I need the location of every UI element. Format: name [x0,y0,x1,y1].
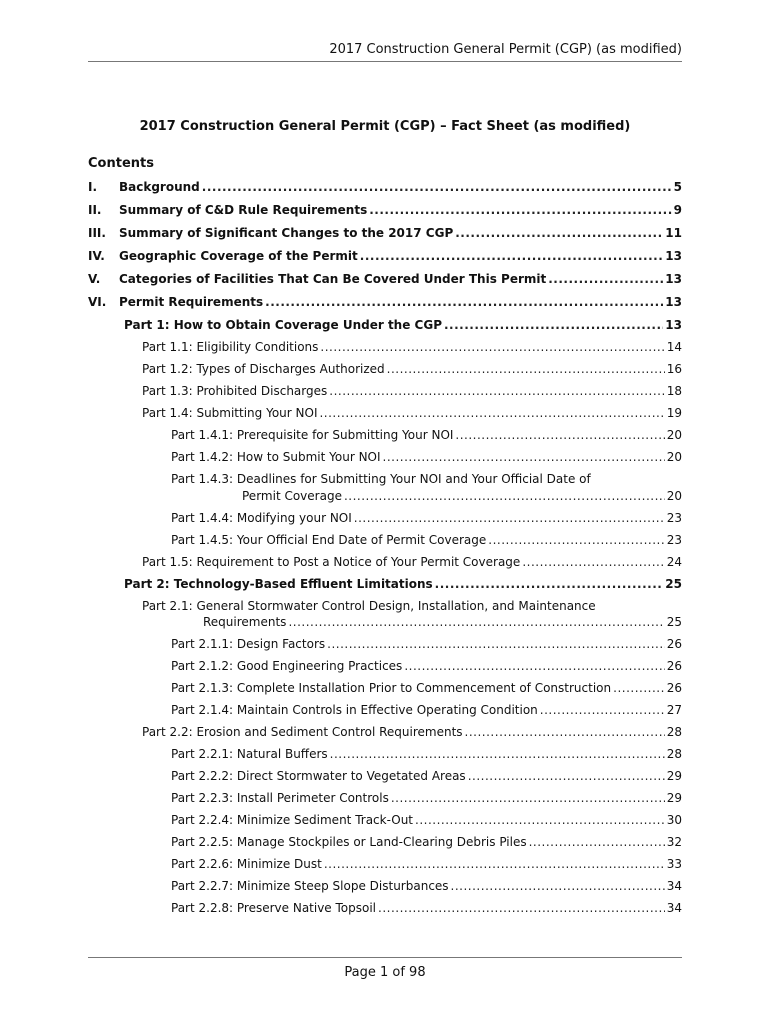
toc-label: Permit Requirements [119,295,264,309]
toc-entry-background[interactable] [88,179,682,195]
toc-leader [369,202,671,218]
page-indicator: Page 1 of 98 [344,965,426,980]
toc-entry-part-2-2-4[interactable] [171,812,682,828]
toc-label: Categories of Facilities That Can Be Covered Under This Permit [119,272,547,286]
toc-label: Part 2.1.3: Complete Installation Prior to Commencement of Construction [171,681,612,695]
toc-label: Summary of Significant Changes to the 2017 CGP [119,226,454,240]
toc-entry-part-1-4[interactable] [142,405,682,421]
toc-entry-part-1-5[interactable] [142,554,682,570]
toc-label: Part 2: Technology-Based Effluent Limitations [124,577,433,591]
toc-leader [465,724,665,740]
toc-page: 28 [666,747,682,761]
toc-entry-part-2-1-4[interactable] [171,702,682,718]
toc-entry-part-2-1-continued[interactable] [203,614,682,630]
toc-leader [415,812,665,828]
toc-entry-part-2-2-5[interactable] [171,834,682,850]
toc-leader [354,510,665,526]
toc-number: V. [88,272,101,286]
toc-number: VI. [88,295,107,309]
toc-leader [548,271,663,287]
toc-label: Part 2.2: Erosion and Sediment Control Requirements [142,725,463,739]
contents-heading: Contents [88,156,154,171]
toc-entry-part-1-4-3-continued[interactable] [242,488,682,504]
toc-page: 13 [665,295,682,309]
toc-label: Requirements [203,615,287,629]
toc-entry-part-1-3[interactable] [142,383,682,399]
toc-label: Part 2.2.4: Minimize Sediment Track-Out [171,813,414,827]
toc-leader [320,339,664,355]
toc-page: 20 [666,450,682,464]
toc-page: 29 [666,769,682,783]
toc-label: Part 1: How to Obtain Coverage Under the CGP [124,318,442,332]
toc-page: 25 [666,615,682,629]
toc-entry-significant-changes[interactable] [88,225,682,241]
toc-page: 27 [666,703,682,717]
toc-page: 19 [666,406,682,420]
toc-entry-part-2-2-6[interactable] [171,856,682,872]
page-footer [88,957,682,980]
toc-entry-part-1-1[interactable] [142,339,682,355]
toc-page: 13 [665,272,682,286]
toc-page: 26 [666,637,682,651]
toc-page: 33 [666,857,682,871]
toc-page: 13 [665,318,682,332]
toc-leader [540,702,665,718]
toc-label: Part 2.1.1: Design Factors [171,637,326,651]
toc-label: Part 2.2.5: Manage Stockpiles or Land-Clearing Debris Piles [171,835,527,849]
toc-entry-part-2-2-7[interactable] [171,878,682,894]
toc-page: 16 [666,362,682,376]
toc-entry-part-1-2[interactable] [142,361,682,377]
toc-leader [455,225,663,241]
toc-entry-part-1-4-2[interactable] [171,449,682,465]
toc-leader [404,658,664,674]
toc-entry-permit-requirements[interactable] [88,294,682,310]
toc-label: Permit Coverage [242,489,342,503]
toc-leader [468,768,665,784]
toc-leader [451,878,665,894]
toc-page: 32 [666,835,682,849]
toc-leader [391,790,665,806]
toc-label: Background [119,180,200,194]
toc-label: Part 1.4.1: Prerequisite for Submitting Your NOI [171,428,454,442]
toc-entry-part-1-4-3[interactable]: Part 1.4.3: Deadlines for Submitting Your NOI and Your Official Date of [171,472,591,486]
toc-entry-geographic-coverage[interactable] [88,248,682,264]
toc-page: 30 [666,813,682,827]
toc-entry-part-2-2[interactable] [142,724,682,740]
toc-label: Part 1.4.5: Your Official End Date of Permit Coverage [171,533,487,547]
toc-entry-part-2[interactable] [124,576,682,592]
toc-page: 13 [665,249,682,263]
toc-entry-part-1[interactable] [124,317,682,333]
toc-entry-categories[interactable] [88,271,682,287]
toc-leader [288,614,664,630]
toc-label: Part 2.1.2: Good Engineering Practices [171,659,403,673]
toc-label: Part 1.4: Submitting Your NOI [142,406,318,420]
toc-leader [444,317,663,333]
toc-label: Part 1.4.2: How to Submit Your NOI [171,450,381,464]
toc-number: IV. [88,249,105,263]
toc-leader [378,900,665,916]
toc-page: 25 [665,577,682,591]
toc-label: Part 2.2.8: Preserve Native Topsoil [171,901,377,915]
toc-entry-part-2-1[interactable]: Part 2.1: General Stormwater Control Design, Installation, and Maintenance [142,599,596,613]
toc-label: Part 2.2.6: Minimize Dust [171,857,322,871]
toc-label: Part 1.5: Requirement to Post a Notice of Your Permit Coverage [142,555,521,569]
toc-page: 9 [673,203,682,217]
toc-leader [265,294,663,310]
toc-leader [330,746,665,762]
toc-page: 20 [666,489,682,503]
toc-number: II. [88,203,102,217]
toc-entry-cd-rule[interactable] [88,202,682,218]
toc-entry-part-2-1-2[interactable] [171,658,682,674]
toc-leader [327,636,665,652]
toc-page: 34 [666,901,682,915]
toc-label: Summary of C&D Rule Requirements [119,203,368,217]
toc-leader [435,576,664,592]
toc-number: III. [88,226,106,240]
toc-leader [387,361,665,377]
toc-leader [344,488,665,504]
toc-page: 23 [666,533,682,547]
toc-leader [455,427,664,443]
toc-page: 26 [666,659,682,673]
toc-leader [360,248,664,264]
toc-entry-part-2-2-3[interactable] [171,790,682,806]
toc-label: Part 1.3: Prohibited Discharges [142,384,328,398]
toc-page: 24 [666,555,682,569]
toc-label: Part 2.2.3: Install Perimeter Controls [171,791,389,805]
toc-entry-part-2-2-2[interactable] [171,768,682,784]
toc-page: 14 [666,340,682,354]
toc-leader [488,532,664,548]
toc-page: 26 [666,681,682,695]
toc-page: 11 [665,226,682,240]
toc-page: 18 [666,384,682,398]
toc-entry-part-2-2-1[interactable] [171,746,682,762]
toc-page: 34 [666,879,682,893]
toc-page: 23 [666,511,682,525]
document-title: 2017 Construction General Permit (CGP) – Fact Sheet (as modified) [139,119,631,134]
toc-label: Part 1.2: Types of Discharges Authorized [142,362,385,376]
toc-label: Part 2.2.2: Direct Stormwater to Vegetated Areas [171,769,466,783]
toc-leader [529,834,665,850]
toc-entry-part-2-1-1[interactable] [171,636,682,652]
toc-leader [202,179,672,195]
toc-entry-part-1-4-4[interactable] [171,510,682,526]
toc-label: Part 2.2.7: Minimize Steep Slope Disturbances [171,879,449,893]
toc-label: Part 2.2.1: Natural Buffers [171,747,328,761]
toc-leader [383,449,665,465]
toc-leader [329,383,664,399]
toc-entry-part-2-1-3[interactable] [171,680,682,696]
toc-label: Part 1.4.4: Modifying your NOI [171,511,352,525]
toc-page: 20 [666,428,682,442]
toc-label: Geographic Coverage of the Permit [119,249,358,263]
toc-leader [613,680,665,696]
toc-label: Part 2.1.4: Maintain Controls in Effective Operating Condition [171,703,538,717]
toc-entry-part-1-4-5[interactable] [171,532,682,548]
toc-leader [319,405,664,421]
toc-entry-part-1-4-1[interactable] [171,427,682,443]
running-header: 2017 Construction General Permit (CGP) (as modified) [88,42,682,62]
toc-page: 29 [666,791,682,805]
toc-leader [522,554,664,570]
toc-page: 5 [673,180,682,194]
toc-page: 28 [666,725,682,739]
toc-leader [324,856,665,872]
toc-number: I. [88,180,98,194]
toc-label: Part 1.1: Eligibility Conditions [142,340,319,354]
toc-entry-part-2-2-8[interactable] [171,900,682,916]
